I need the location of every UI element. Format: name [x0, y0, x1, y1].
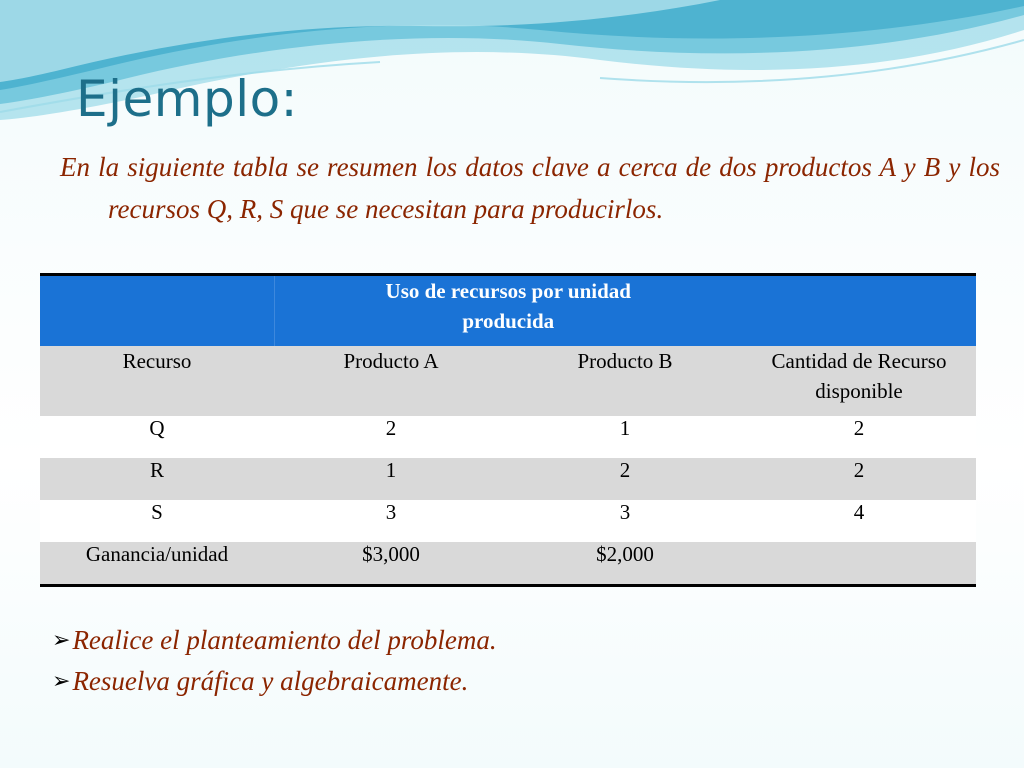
table-cell: 2 [274, 416, 508, 458]
list-item [52, 661, 497, 702]
column-header: Producto B [508, 346, 742, 416]
table-header-empty-cell [40, 275, 274, 347]
table-cell: 3 [508, 500, 742, 542]
table-group-header-row [40, 275, 976, 347]
table-cell: 1 [508, 416, 742, 458]
arrow-bullet-icon: ➢ [52, 628, 71, 653]
column-header [742, 346, 976, 416]
table-row [40, 500, 976, 542]
slide-title: Ejemplo: [76, 70, 299, 128]
table-cell: 4 [742, 500, 976, 542]
table-row [40, 542, 976, 586]
column-header: Recurso [40, 346, 274, 416]
resource-table [40, 273, 976, 587]
intro-paragraph: En la siguiente tabla se resumen los datos clave a cerca de dos productos A y B y los recursos Q, R, S que se necesitan para producirlos. [60, 152, 1000, 224]
table-row [40, 458, 976, 500]
table-header-empty-cell [742, 275, 976, 347]
table-cell: 2 [742, 416, 976, 458]
table-cell: R [40, 458, 274, 500]
task-list [52, 620, 497, 702]
table-cell: $2,000 [508, 542, 742, 586]
table-cell: 2 [508, 458, 742, 500]
list-item-text: Resuelva gráfica y algebraicamente. [72, 666, 469, 696]
table-column-header-row [40, 346, 976, 416]
arrow-bullet-icon: ➢ [52, 669, 71, 694]
table-cell: 1 [274, 458, 508, 500]
column-header-text: Cantidad de Recurso disponible [771, 349, 947, 403]
list-item-text: Realice el planteamiento del problema. [72, 625, 497, 655]
table-cell: 2 [742, 458, 976, 500]
table-cell [742, 542, 976, 586]
table-group-header-text: Uso de recursos por unidad producida [385, 279, 631, 333]
table-cell: Q [40, 416, 274, 458]
table-row [40, 416, 976, 458]
table-cell: 3 [274, 500, 508, 542]
table-cell: S [40, 500, 274, 542]
table-group-header [274, 275, 742, 347]
list-item [52, 620, 497, 661]
table-cell: $3,000 [274, 542, 508, 586]
column-header: Producto A [274, 346, 508, 416]
table-cell: Ganancia/unidad [40, 542, 274, 586]
